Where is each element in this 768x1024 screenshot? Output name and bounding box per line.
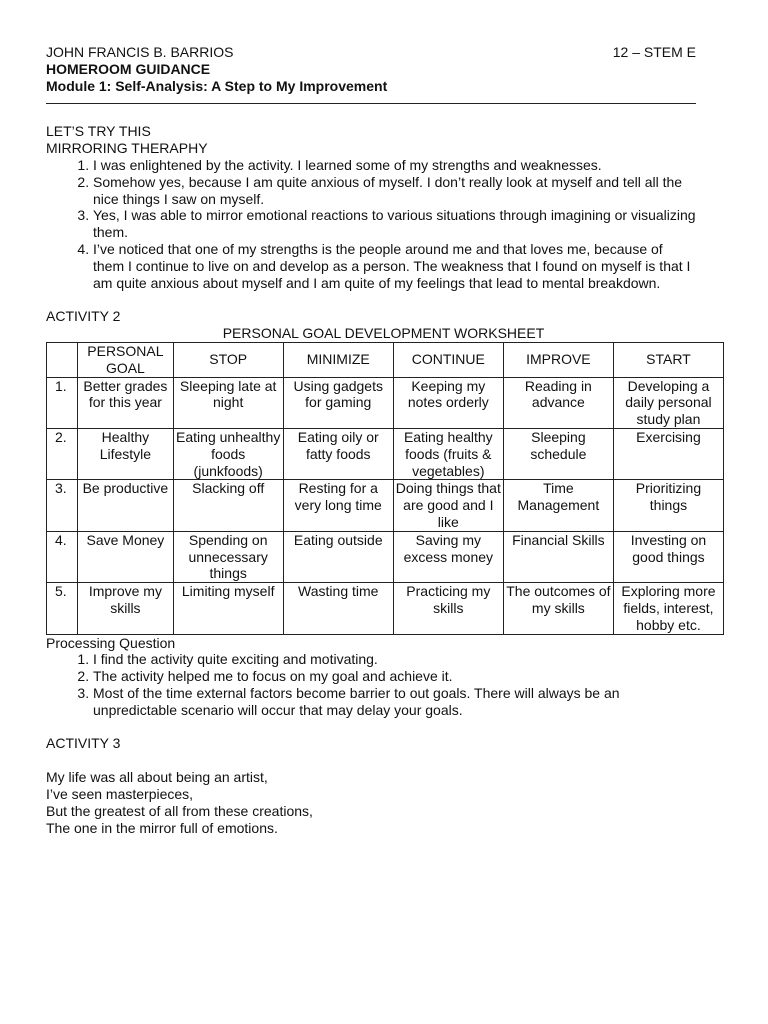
table-cell: Better grades for this year (78, 377, 174, 428)
column-header: MINIMIZE (283, 342, 393, 377)
list-item: 3. Yes, I was able to mirror emotional reactions to various situations through imagining or visualizing them. (93, 207, 696, 241)
processing-heading: Processing Question (46, 634, 176, 651)
table-cell: Exercising (613, 428, 723, 479)
table-row (47, 480, 724, 531)
activity1-answer-list (46, 157, 696, 291)
table-cell: Reading in advance (503, 377, 613, 428)
subject-title: HOMEROOM GUIDANCE (46, 60, 211, 77)
table-row (47, 531, 724, 582)
goal-worksheet-table (46, 342, 724, 635)
list-item: 3. Most of the time external factors become barrier to out goals. There will always be an unpredictable scenario will occur that may delay your goals. (93, 685, 696, 719)
activity1-heading: LET’S TRY THIS (46, 123, 151, 140)
activity3-heading: ACTIVITY 3 (46, 735, 121, 752)
table-cell: Practicing my skills (393, 583, 503, 634)
table-cell: Slacking off (173, 480, 283, 531)
table-cell: Keeping my notes orderly (393, 377, 503, 428)
table-cell: Saving my excess money (393, 531, 503, 582)
table-cell: Eating healthy foods (fruits & vegetables) (393, 428, 503, 479)
table-cell: Exploring more fields, interest, hobby etc. (613, 583, 723, 634)
list-item: 1. I was enlightened by the activity. I learned some of my strengths and weaknesses. (93, 157, 696, 174)
column-header: START (613, 342, 723, 377)
table-cell: Limiting myself (173, 583, 283, 634)
student-name: JOHN FRANCIS B. BARRIOS (46, 44, 234, 60)
table-cell: Improve my skills (78, 583, 174, 634)
document-page (46, 44, 716, 836)
poem-line: My life was all about being an artist, (46, 769, 268, 786)
table-cell: Doing things that are good and I like (393, 480, 503, 531)
table-cell: Be productive (78, 480, 174, 531)
table-cell: Eating unhealthy foods (junkfoods) (173, 428, 283, 479)
poem (46, 769, 696, 836)
table-cell: Financial Skills (503, 531, 613, 582)
table-cell: Sleeping late at night (173, 377, 283, 428)
poem-line: But the greatest of all from these creations, (46, 802, 313, 819)
table-cell: Healthy Lifestyle (78, 428, 174, 479)
table-cell: Eating outside (283, 531, 393, 582)
module-title: Module 1: Self-Analysis: A Step to My Improvement (46, 77, 388, 94)
grade-section: 12 – STEM E (612, 44, 696, 60)
column-header: STOP (173, 342, 283, 377)
poem-line: I’ve seen masterpieces, (46, 786, 194, 803)
column-header (47, 342, 78, 377)
table-row (47, 583, 724, 634)
table-cell: 4. (47, 531, 78, 582)
table-cell: Prioritizing things (613, 480, 723, 531)
table-cell: The outcomes of my skills (503, 583, 613, 634)
list-item: 4. I’ve noticed that one of my strengths is the people around me and that loves me, because of them I continue to live on and develop as a person. The weakness that I found on myself is that I am quite anxious about myself and I am quite of my feelings that lead to mental breakdown. (93, 241, 696, 291)
table-header-row (47, 342, 724, 377)
header-row (46, 44, 696, 61)
table-cell: 1. (47, 377, 78, 428)
table-cell: Investing on good things (613, 531, 723, 582)
table-cell: Save Money (78, 531, 174, 582)
table-cell: 3. (47, 480, 78, 531)
activity1-subheading: MIRRORING THERAPHY (46, 140, 208, 157)
table-cell: Using gadgets for gaming (283, 377, 393, 428)
table-cell: Developing a daily personal study plan (613, 377, 723, 428)
column-header: PERSONAL GOAL (78, 342, 174, 377)
poem-line: The one in the mirror full of emotions. (46, 819, 278, 836)
list-item: 1. I find the activity quite exciting and motivating. (93, 651, 696, 668)
table-cell: Time Management (503, 480, 613, 531)
table-row (47, 377, 724, 428)
table-row (47, 428, 724, 479)
processing-answer-list (46, 651, 696, 718)
column-header: IMPROVE (503, 342, 613, 377)
list-item: 2. The activity helped me to focus on my goal and achieve it. (93, 668, 696, 685)
table-cell: Spending on unnecessary things (173, 531, 283, 582)
worksheet-title: PERSONAL GOAL DEVELOPMENT WORKSHEET (222, 325, 545, 342)
table-cell: Wasting time (283, 583, 393, 634)
table-cell: Resting for a very long time (283, 480, 393, 531)
header-divider (46, 103, 696, 104)
table-cell: Eating oily or fatty foods (283, 428, 393, 479)
table-cell: 2. (47, 428, 78, 479)
column-header: CONTINUE (393, 342, 503, 377)
table-cell: Sleeping schedule (503, 428, 613, 479)
list-item: 2. Somehow yes, because I am quite anxious of myself. I don’t really look at myself and tell all the nice things I saw on myself. (93, 174, 696, 208)
table-cell: 5. (47, 583, 78, 634)
activity2-heading: ACTIVITY 2 (46, 308, 121, 325)
